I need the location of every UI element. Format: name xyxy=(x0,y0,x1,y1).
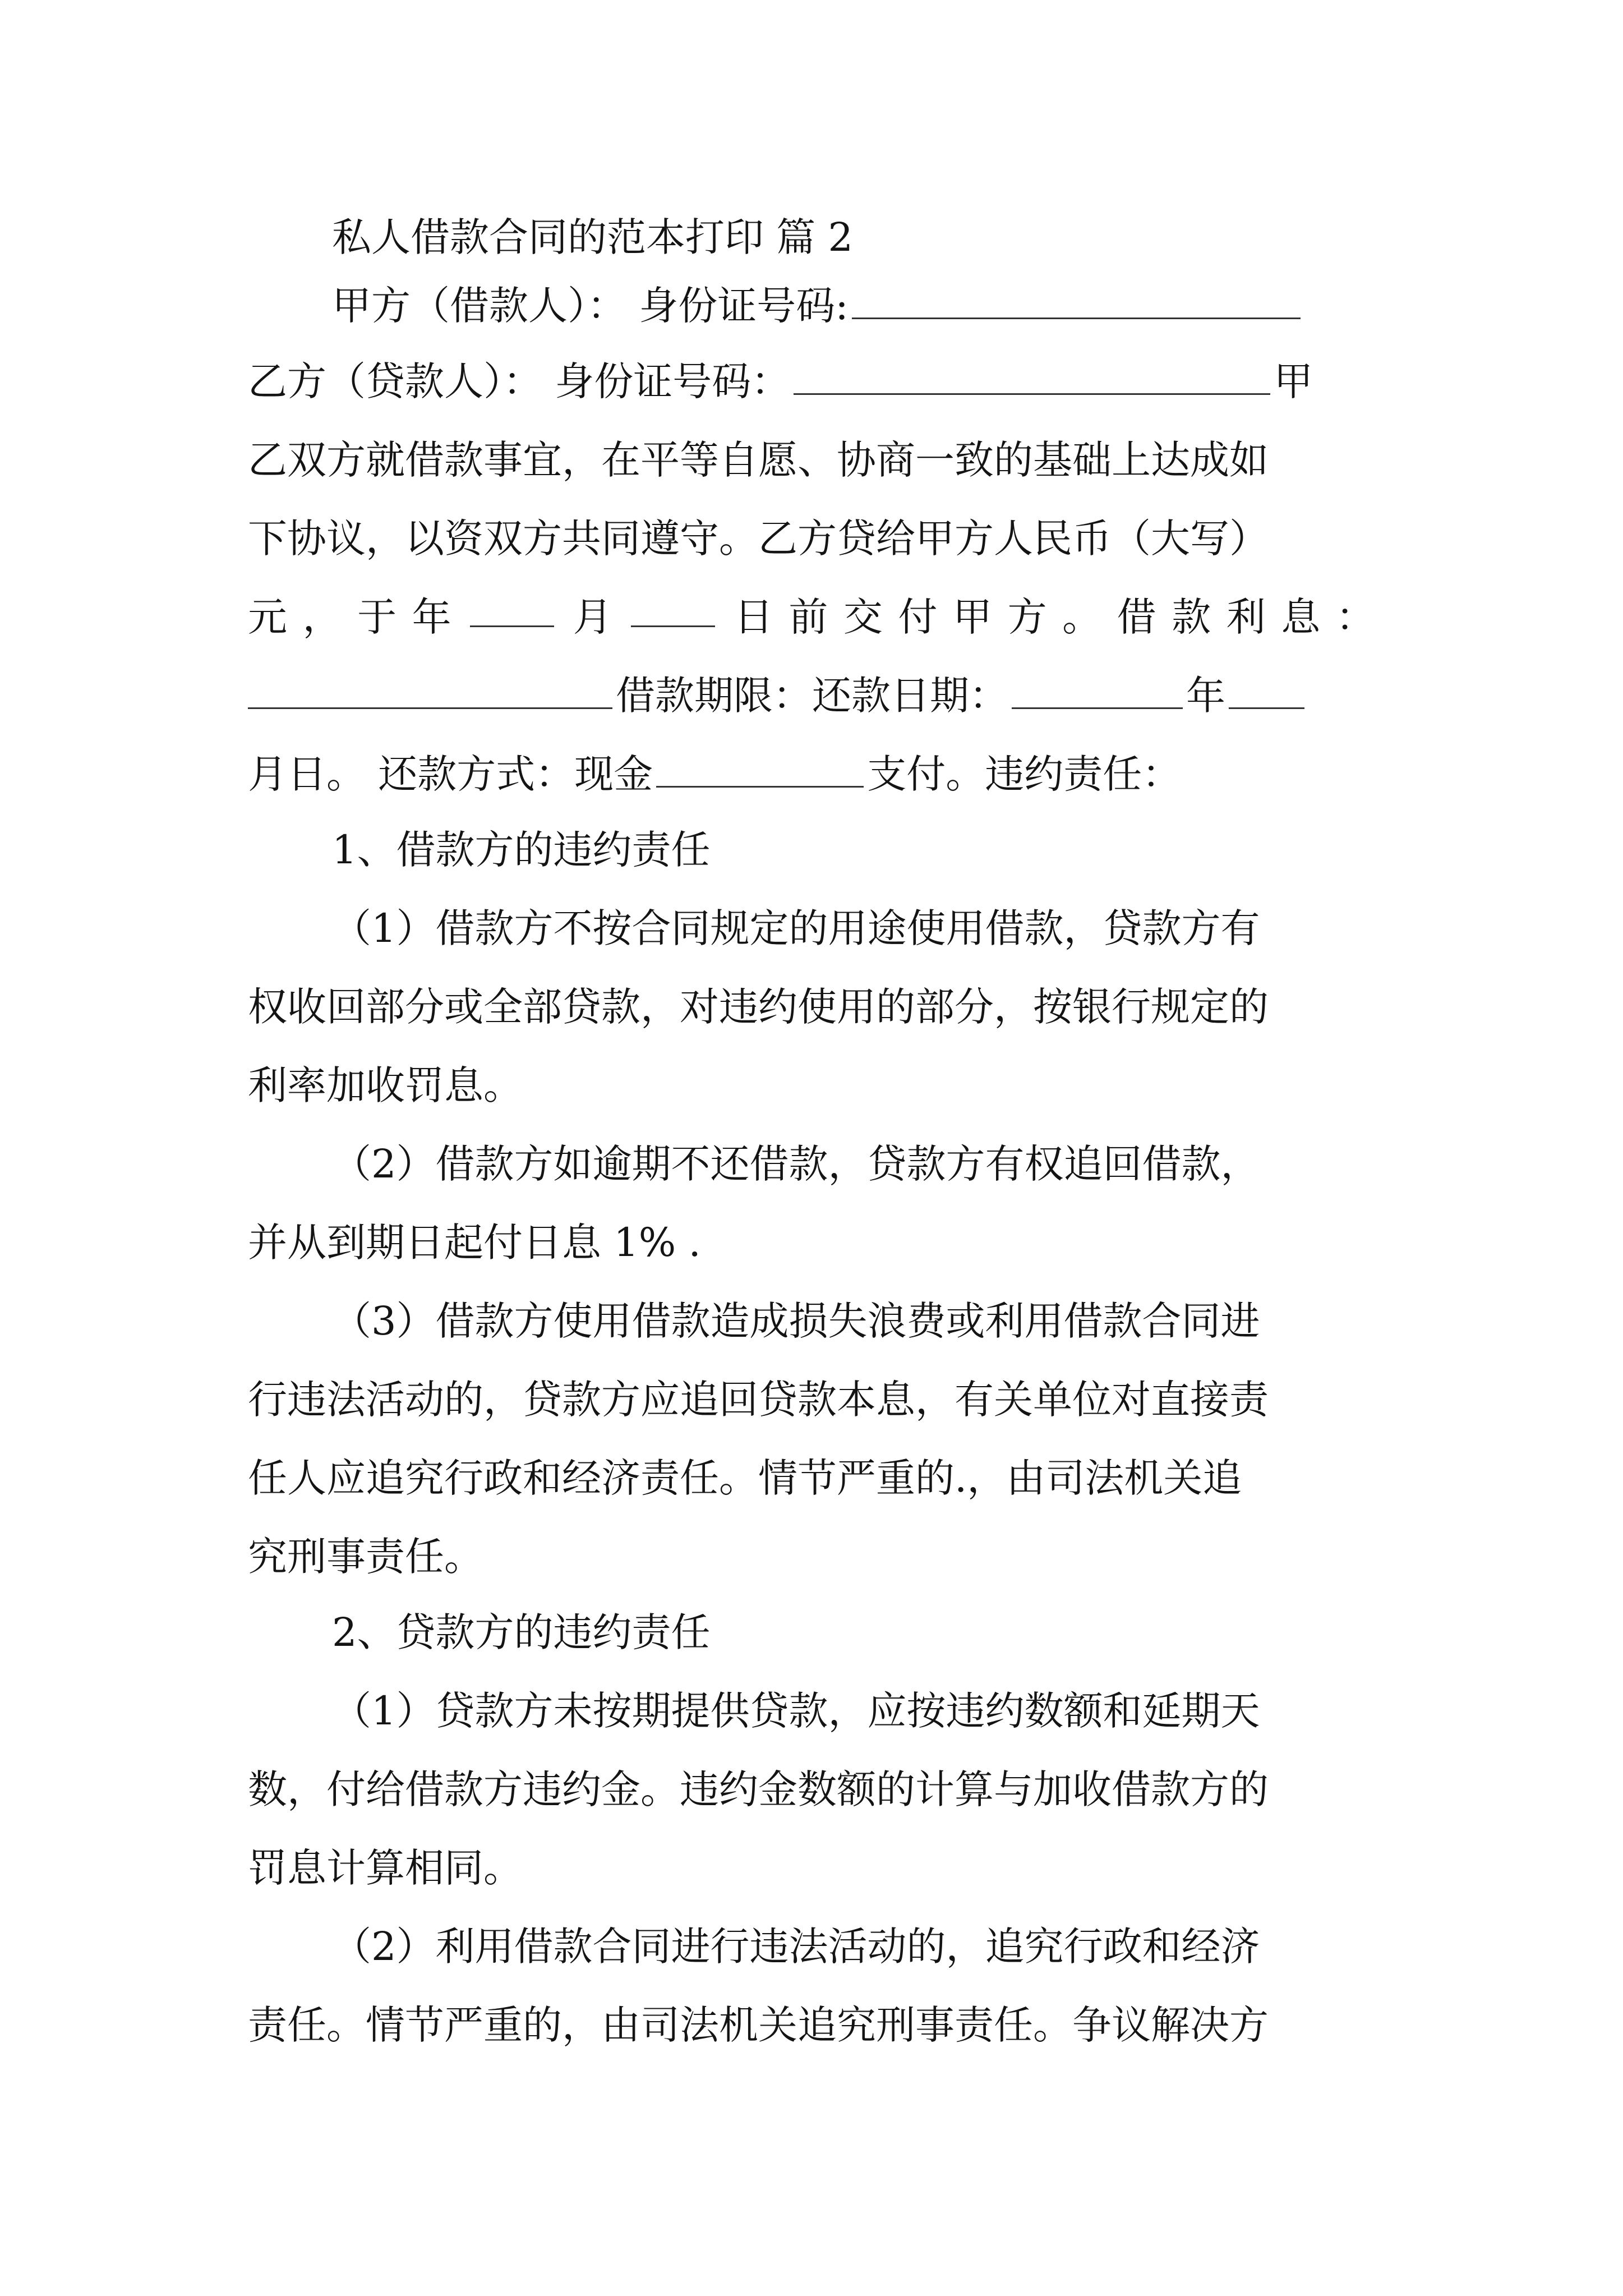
s2-p2-line-1: （2）利用借款合同进行违法活动的，追究行政和经济 xyxy=(332,1924,1260,1970)
due-text: ， xyxy=(302,594,342,640)
party-b-line xyxy=(248,356,1313,407)
due-text: 。 xyxy=(1062,594,1102,640)
document-title: 私人借款合同的范本打印 篇 2 xyxy=(332,214,854,260)
party-b-id-blank xyxy=(794,360,1270,395)
s1-p2-line-2: 并从到期日起付日息 1% . xyxy=(248,1220,701,1266)
s2-p1-line-3: 罚息计算相同。 xyxy=(248,1845,523,1891)
s1-p1-line-3: 利率加收罚息。 xyxy=(248,1062,523,1108)
s2-p2-line-2: 责任。情节严重的，由司法机关追究刑事责任。争议解决方 xyxy=(248,2002,1269,2048)
repay-year-blank xyxy=(1012,674,1183,709)
s1-p1-line-1: （1）借款方不按合同规定的用途使用借款，贷款方有 xyxy=(332,905,1260,951)
cash-blank xyxy=(656,752,864,788)
s1-p2-line-1: （2）借款方如逾期不还借款，贷款方有权追回借款， xyxy=(332,1141,1260,1187)
due-text: 交 xyxy=(843,594,883,640)
due-text: 息 xyxy=(1281,594,1321,640)
due-text: 日 xyxy=(734,594,773,640)
due-text: 年 xyxy=(412,594,451,640)
due-text: 利 xyxy=(1226,594,1266,640)
s1-p3-line-2: 行违法活动的，贷款方应追回贷款本息，有关单位对直接责 xyxy=(248,1377,1269,1423)
term-line xyxy=(248,670,1308,721)
party-a-line xyxy=(332,280,1304,331)
s1-p3-line-1: （3）借款方使用借款造成损失浪费或利用借款合同进 xyxy=(332,1298,1260,1344)
party-a-id-blank xyxy=(852,284,1301,319)
due-text: 付 xyxy=(898,594,938,640)
intro-line-1: 乙双方就借款事宜，在平等自愿、协商一致的基础上达成如 xyxy=(248,437,1269,483)
s1-p3-line-3: 任人应追究行政和经济责任。情节严重的.，由司法机关追 xyxy=(248,1455,1242,1501)
s2-p1-line-2: 数，付给借款方违约金。违约金数额的计算与加收借款方的 xyxy=(248,1766,1269,1812)
s1-p3-line-4: 究刑事责任。 xyxy=(248,1534,483,1580)
due-text: 元 xyxy=(248,594,287,640)
section-1-heading: 1、借款方的违约责任 xyxy=(332,827,711,873)
year-label: 年 xyxy=(1186,673,1225,719)
s1-p1-line-2: 权收回部分或全部贷款，对违约使用的部分，按银行规定的 xyxy=(248,984,1269,1030)
repay-label-tail: 支付。违约责任： xyxy=(867,751,1182,797)
s2-p1-line-1: （1）贷款方未按期提供贷款，应按违约数额和延期天 xyxy=(332,1688,1260,1734)
due-text: 于 xyxy=(357,594,397,640)
section-2-heading: 2、贷款方的违约责任 xyxy=(332,1609,711,1655)
due-text: 月 xyxy=(573,594,612,640)
term-label: 借款期限：还款日期： xyxy=(616,673,1008,719)
intro-line-2: 下协议，以资双方共同遵守。乙方贷给甲方人民币（大写） xyxy=(248,516,1269,562)
party-b-label: 乙方（贷款人）： 身份证号码： xyxy=(248,358,791,404)
month-blank xyxy=(470,592,554,627)
repay-method-line xyxy=(248,749,1181,799)
day-blank xyxy=(631,592,715,627)
due-text: 前 xyxy=(789,594,828,640)
due-text: 方 xyxy=(1007,594,1047,640)
repay-month-blank xyxy=(1229,674,1304,709)
due-text: 借 xyxy=(1117,594,1156,640)
due-date-line xyxy=(248,592,1375,642)
repay-label: 月日。 还款方式：现金 xyxy=(248,751,653,797)
party-a-label: 甲方（借款人）： 身份证号码: xyxy=(332,283,849,329)
party-b-tail: 甲 xyxy=(1274,358,1313,404)
due-text: 款 xyxy=(1172,594,1211,640)
due-text: 甲 xyxy=(953,594,993,640)
interest-blank xyxy=(248,674,612,709)
due-text: ： xyxy=(1335,594,1375,640)
